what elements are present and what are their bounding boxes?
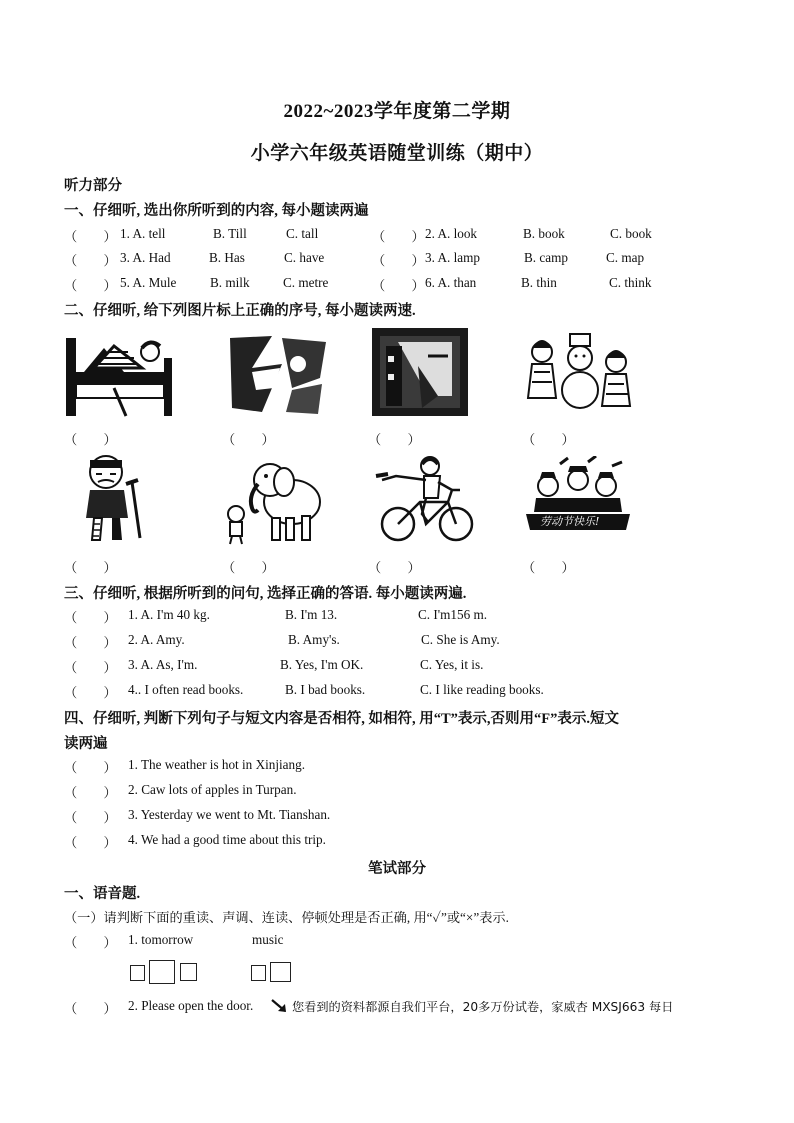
injured-boy-on-crutch-icon <box>66 452 178 544</box>
answer-paren[interactable]: （ ） <box>64 835 117 850</box>
picture-answer-paren[interactable]: （ ） <box>222 432 275 447</box>
phonetics-heading: 一、语音题. <box>64 886 141 902</box>
answer-paren[interactable]: （ ） <box>64 253 117 268</box>
option-a: 6. A. than <box>425 275 477 290</box>
dark-room-scene-icon <box>368 326 480 418</box>
blurred-scene-icon <box>222 328 334 420</box>
picture-answer-paren[interactable]: （ ） <box>522 560 575 575</box>
phonetics-instruction: （一）请判断下面的重读、声调、连读、停顿处理是否正确, 用“✓”或“×”表示. <box>64 910 509 925</box>
page-title: 2022~2023学年度第二学期 <box>283 101 511 122</box>
option-c: C. book <box>610 226 652 241</box>
stress-box-large <box>149 960 175 984</box>
answer-paren[interactable]: （ ） <box>64 610 117 625</box>
section4-heading: 四、仔细听, 判断下列句子与短文内容是否相符, 如相符, 用“T”表示,否则用“F”表示.短文 <box>64 711 620 727</box>
option-b: B. thin <box>521 275 557 290</box>
option-b: B. Amy's. <box>288 632 340 647</box>
answer-paren[interactable]: （ ） <box>64 935 117 950</box>
stress-box-small <box>130 965 145 981</box>
option-a: 5. A. Mule <box>120 275 177 290</box>
sentence-please-open-door: 2. Please open the door. <box>128 998 254 1013</box>
picture-answer-paren[interactable]: （ ） <box>368 560 421 575</box>
option-a: 4.. I often read books. <box>128 682 244 697</box>
option-a: 1. A. I'm 40 kg. <box>128 607 210 622</box>
answer-paren[interactable]: （ ） <box>64 278 117 293</box>
section1-heading: 一、仔细听, 选出你所听到的内容, 每小题读两遍 <box>64 203 369 219</box>
option-b: B. Has <box>209 250 245 265</box>
picture-answer-paren[interactable]: （ ） <box>222 560 275 575</box>
answer-paren[interactable]: （ ） <box>64 660 117 675</box>
option-b: B. book <box>523 226 565 241</box>
option-a: 2. A. look <box>425 226 478 241</box>
statement: 1. The weather is hot in Xinjiang. <box>128 757 306 772</box>
section2-heading: 二、仔细听, 给下列图片标上正确的序号, 每小题读两速. <box>64 303 416 319</box>
word-music: music <box>252 932 284 947</box>
option-b: B. I bad books. <box>285 682 366 697</box>
option-a: 3. A. lamp <box>425 250 480 265</box>
option-c: C. think <box>609 275 652 290</box>
stress-box-large <box>270 962 291 982</box>
answer-paren[interactable]: （ ） <box>64 785 117 800</box>
written-label: 笔试部分 <box>368 861 426 877</box>
falling-tone-arrow-icon <box>270 998 290 1014</box>
option-a: 1. A. tell <box>120 226 166 241</box>
statement: 4. We had a good time about this trip. <box>128 832 326 847</box>
children-with-snowman-icon <box>520 322 632 414</box>
option-c: C. I'm156 m. <box>418 607 488 622</box>
stress-box-small <box>180 963 197 981</box>
statement: 2. Caw lots of apples in Turpan. <box>128 782 297 797</box>
option-c: C. She is Amy. <box>421 632 500 647</box>
stress-box-small <box>251 965 266 981</box>
option-a: 3. A. As, I'm. <box>128 657 198 672</box>
option-c: C. Yes, it is. <box>420 657 484 672</box>
option-c: C. I like reading books. <box>420 682 544 697</box>
answer-paren[interactable]: （ ） <box>372 253 425 268</box>
option-b: B. Till <box>213 226 247 241</box>
option-b: B. I'm 13. <box>285 607 338 622</box>
answer-paren[interactable]: （ ） <box>64 685 117 700</box>
option-c: C. tall <box>286 226 319 241</box>
answer-paren[interactable]: （ ） <box>64 810 117 825</box>
option-b: B. camp <box>524 250 568 265</box>
celebrating-workers-banner-icon <box>522 456 634 548</box>
statement: 3. Yesterday we went to Mt. Tianshan. <box>128 807 331 822</box>
answer-paren[interactable]: （ ） <box>64 760 117 775</box>
girl-riding-bicycle-icon <box>368 454 480 546</box>
section4-heading-cont: 读两遍 <box>64 736 108 752</box>
page-subtitle: 小学六年级英语随堂训练（期中） <box>250 143 544 164</box>
answer-paren[interactable]: （ ） <box>372 278 425 293</box>
monkey-and-elephant-icon <box>218 456 330 548</box>
picture-answer-paren[interactable]: （ ） <box>368 432 421 447</box>
picture-answer-paren[interactable]: （ ） <box>64 432 117 447</box>
watermark-note: 您看到的资料都源自我们平台，20多万份试卷，家威杏 MXSJ663 每日 <box>292 1000 674 1014</box>
answer-paren[interactable]: （ ） <box>64 1001 117 1016</box>
option-c: C. map <box>606 250 645 265</box>
word-tomorrow: 1. tomorrow <box>128 932 194 947</box>
option-a: 2. A. Amy. <box>128 632 185 647</box>
picture-answer-paren[interactable]: （ ） <box>64 560 117 575</box>
picture-answer-paren[interactable]: （ ） <box>522 432 575 447</box>
option-b: B. milk <box>210 275 250 290</box>
option-b: B. Yes, I'm OK. <box>280 657 364 672</box>
answer-paren[interactable]: （ ） <box>64 635 117 650</box>
option-c: C. metre <box>283 275 329 290</box>
option-c: C. have <box>284 250 325 265</box>
listening-label: 听力部分 <box>64 178 122 194</box>
option-a: 3. A. Had <box>120 250 171 265</box>
answer-paren[interactable]: （ ） <box>372 229 425 244</box>
banner-text: 劳动节快乐! <box>540 515 600 528</box>
answer-paren[interactable]: （ ） <box>64 229 117 244</box>
section3-heading: 三、仔细听, 根据所听到的问句, 选择正确的答语. 每小题读两遍. <box>64 586 467 602</box>
sleeping-child-in-bed-icon <box>64 328 176 420</box>
